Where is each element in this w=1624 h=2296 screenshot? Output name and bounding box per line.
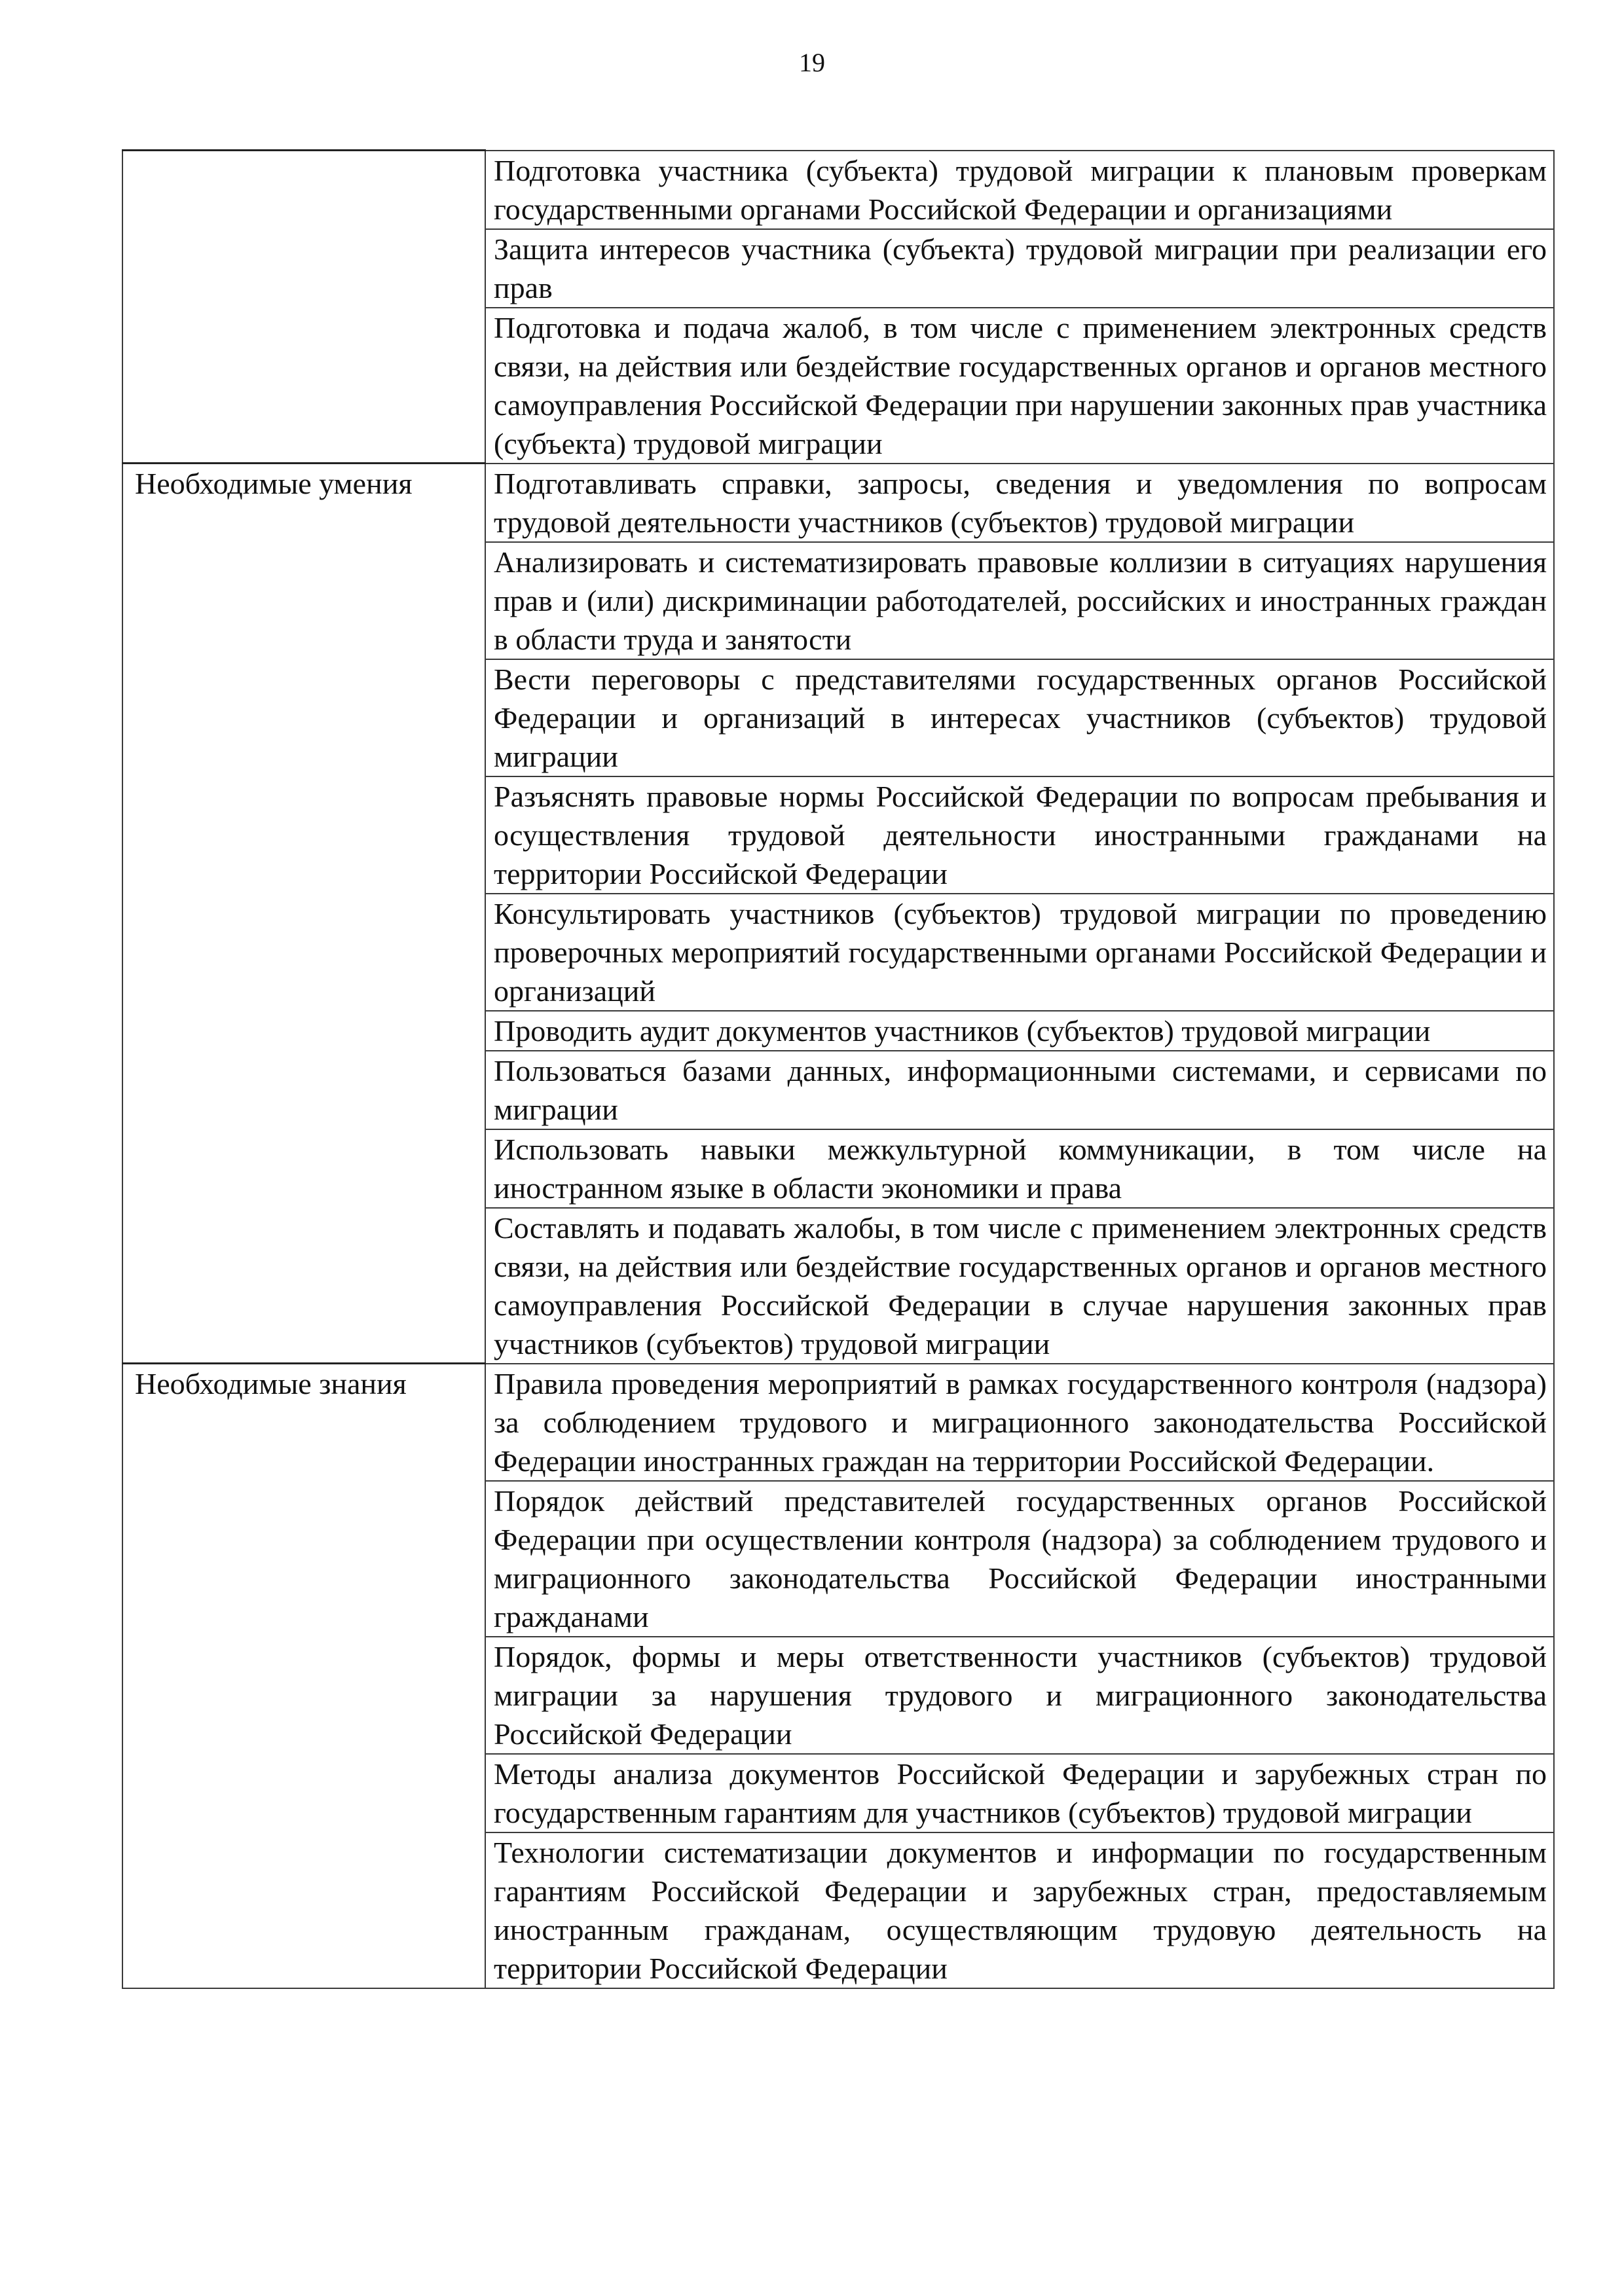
table-cell-item: Технологии систематизации документов и информации по государственным гарантиям Российской Федерации и зарубежных стран, предоставляемым иностранным гражданам, осуществляющим трудовую деятельность на территории Российской Федерации [485,1832,1554,1988]
table-cell-item: Пользоваться базами данных, информационными системами, и сервисами по миграции [485,1051,1554,1129]
table-cell-item: Порядок действий представителей государственных органов Российской Федерации при осуществлении контроля (надзора) за соблюдением трудового и миграционного законодательства Российской Федерации иностранными гражданами [485,1481,1554,1637]
table-cell-item: Вести переговоры с представителями государственных органов Российской Федерации и организаций в интересах участников (субъектов) трудовой миграции [485,659,1554,776]
table-cell-item: Подготавливать справки, запросы, сведения и уведомления по вопросам трудовой деятельности участников (субъектов) трудовой миграции [485,464,1554,542]
table-cell-item: Составлять и подавать жалобы, в том числе с применением электронных средств связи, на действия или бездействие государственных органов и органов местного самоуправления Российской Федерации в случае нарушения законных прав участников (субъектов) трудовой миграции [485,1208,1554,1364]
table-row [122,151,1554,229]
table-cell-item: Подготовка участника (субъекта) трудовой миграции к плановым проверкам государственными органами Российской Федерации и организациями [485,151,1554,229]
table-cell-item: Подготовка и подача жалоб, в том числе с применением электронных средств связи, на действия или бездействие государственных органов и органов местного самоуправления Российской Федерации при нарушении законных прав участника (субъекта) трудовой миграции [485,308,1554,464]
table-cell-item: Методы анализа документов Российской Федерации и зарубежных стран по государственным гарантиям для участников (субъектов) трудовой миграции [485,1754,1554,1832]
page-number: 19 [799,48,825,77]
table-cell-item: Порядок, формы и меры ответственности участников (субъектов) трудовой миграции за нарушения трудового и миграционного законодательства Российской Федерации [485,1637,1554,1754]
table-cell-item: Использовать навыки межкультурной коммуникации, в том числе на иностранном языке в области экономики и права [485,1129,1554,1208]
table-cell-item: Защита интересов участника (субъекта) трудовой миграции при реализации его прав [485,229,1554,308]
table-cell-item: Консультировать участников (субъектов) трудовой миграции по проведению проверочных мероприятий государственными органами Российской Федерации и организаций [485,894,1554,1011]
group-label-knowledge: Необходимые знания [122,1364,485,1988]
competency-table [122,149,1555,1989]
table-cell-item: Разъяснять правовые нормы Российской Федерации по вопросам пребывания и осуществления трудовой деятельности иностранными гражданами на территории Российской Федерации [485,776,1554,894]
table-cell-item: Правила проведения мероприятий в рамках государственного контроля (надзора) за соблюдением трудового и миграционного законодательства Российской Федерации иностранных граждан на территории Российской Федерации. [485,1364,1554,1481]
table-cell-item: Проводить аудит документов участников (субъектов) трудовой миграции [485,1011,1554,1051]
table-row [122,1364,1554,1481]
table-cell-item: Анализировать и систематизировать правовые коллизии в ситуациях нарушения прав и (или) дискриминации работодателей, российских и иностранных граждан в области труда и занятости [485,542,1554,659]
group-label-continued [122,151,485,464]
group-label-skills: Необходимые умения [122,464,485,1364]
table-row [122,464,1554,542]
